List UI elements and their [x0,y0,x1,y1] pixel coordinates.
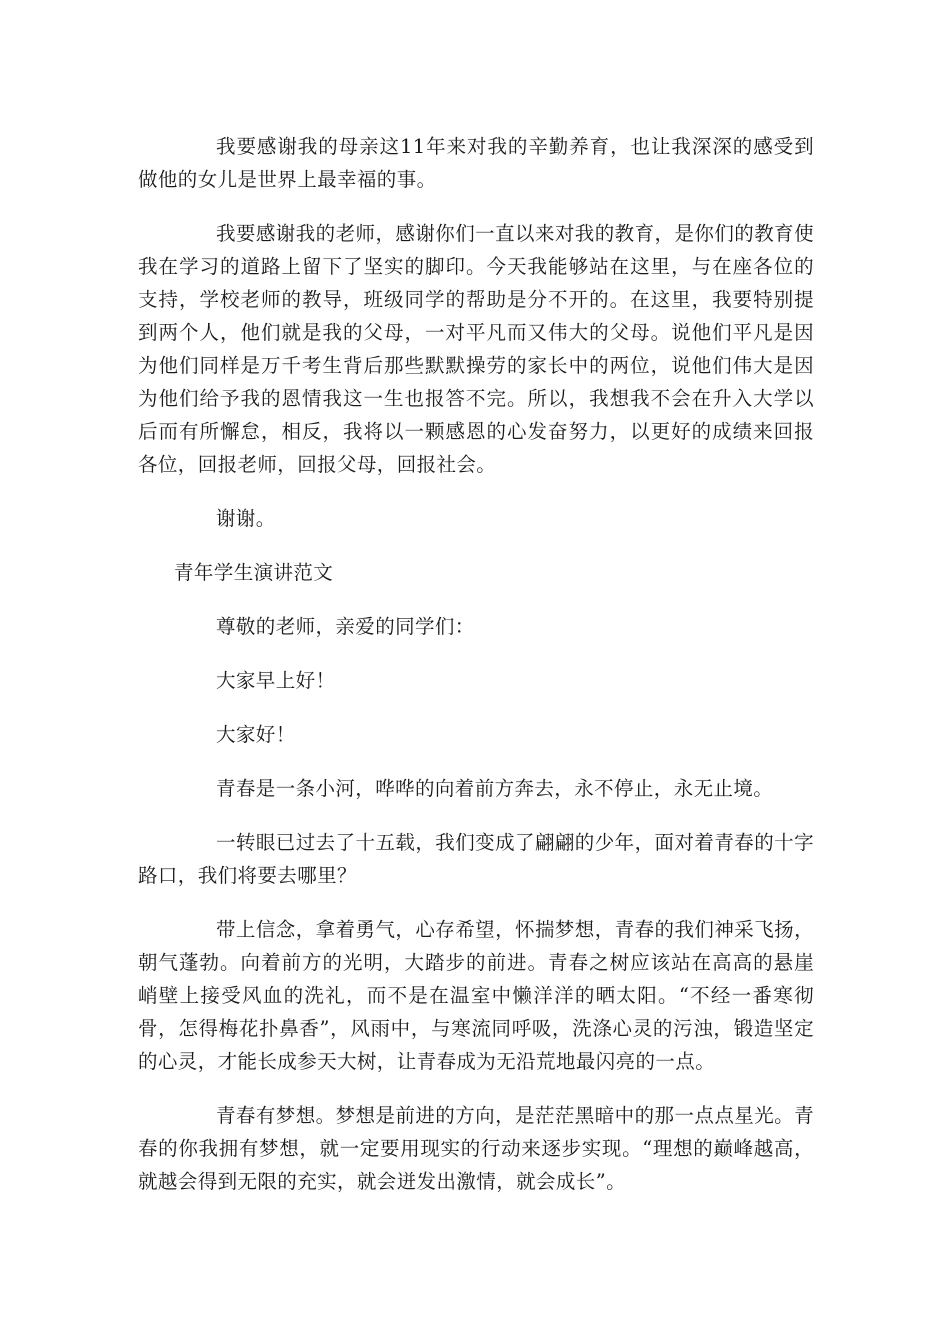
paragraph-thanks-teachers: 我要感谢我的老师，感谢你们一直以来对我的教育，是你们的教育使我在学习的道路上留下了坚实的脚印。今天我能够站在这里，与在座各位的支持，学校老师的教导，班级同学的帮助是分不开的。在这里，我要特别提到两个人，他们就是我的父母，一对平凡而又伟大的父母。说他们平凡是因为他们同样是万千考生背后那些默默操劳的家长中的两位，说他们伟大是因为他们给予我的恩情我这一生也报答不完。所以，我想我不会在升入大学以后而有所懈怠，相反，我将以一颗感恩的心发奋努力，以更好的成绩来回报各位，回报老师，回报父母，回报社会。 [138,222,814,476]
section-title: 青年学生演讲范文 [174,561,334,584]
paragraph-youth-river: 青春是一条小河，哗哗的向着前方奔去，永不停止，永无止境。 [216,777,774,800]
paragraph-thank-you: 谢谢。 [216,507,276,530]
document-body [138,130,814,1219]
paragraph-belief-courage: 带上信念，拿着勇气，心存希望，怀揣梦想，青春的我们神采飞扬，朝气蓬勃。向着前方的光明，大踏步的前进。青春之树应该站在高高的悬崖峭壁上接受风血的洗礼，而不是在温室中懒洋洋的晒太阳。“不经一番寒彻骨，怎得梅花扑鼻香”，风雨中，与寒流同呼吸，洗涤心灵的污浊，锻造坚定的心灵，才能长成参天大树，让青春成为无沿荒地最闪亮的一点。 [138,918,814,1073]
paragraph-hello: 大家好！ [216,723,296,746]
paragraph-good-morning: 大家早上好！ [216,669,336,692]
paragraph-salutation: 尊敬的老师，亲爱的同学们： [216,615,475,638]
paragraph-youth-dreams: 青春有梦想。梦想是前进的方向，是茫茫黑暗中的那一点点星光。青春的你我拥有梦想，就一定要用现实的行动来逐步实现。“理想的巅峰越高，就越会得到无限的充实，就会迸发出激情，就会成长”。 [138,1104,814,1193]
paragraph-fifteen-years: 一转眼已过去了十五载，我们变成了翩翩的少年，面对着青春的十字路口，我们将要去哪里？ [138,831,814,887]
paragraph-thanks-mother: 我要感谢我的母亲这11年来对我的辛勤养育，也让我深深的感受到做他的女儿是世界上最幸福的事。 [138,135,814,191]
